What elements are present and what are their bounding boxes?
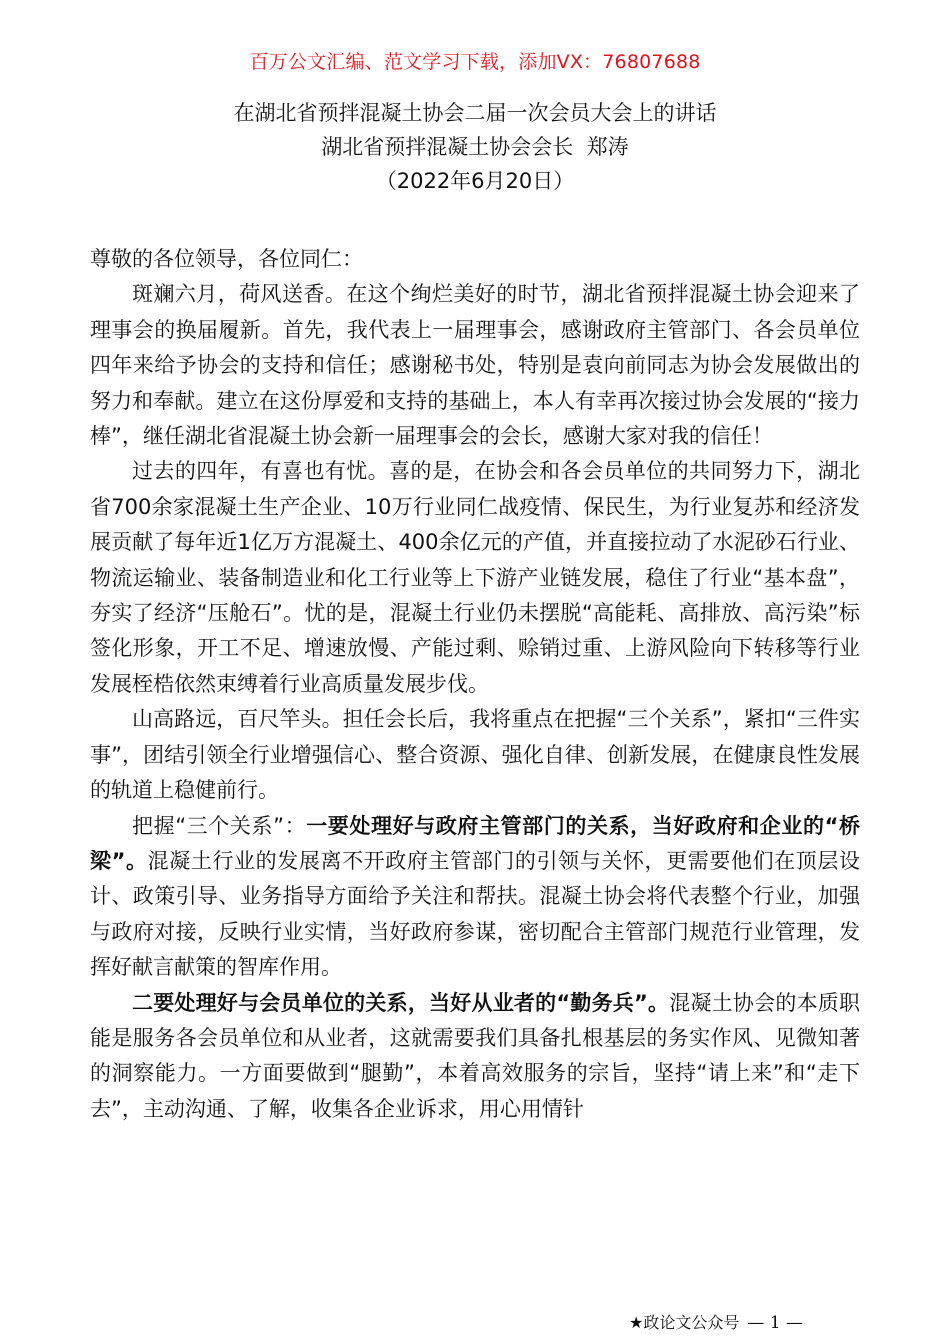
paragraph-5	[90, 986, 860, 1128]
paragraph-3: 山高路远，百尺竿头。担任会长后，我将重点在把握“三个关系”，紧扣“三件实事”，团结引领全行业增强信心、整合资源、强化自律、创新发展，在健康良性发展的轨道上稳健前行。	[90, 707, 860, 803]
paragraph-4-bold: 一要处理好与政府主管部门的关系，当好政府和企业的“桥梁”。	[90, 813, 860, 873]
footer-source: ★政论文公众号	[629, 1313, 740, 1332]
speech-body	[90, 242, 860, 1127]
speech-title-block	[0, 96, 950, 198]
speech-date: （2022年6月20日）	[375, 169, 575, 193]
page-footer	[629, 1310, 803, 1333]
page-number: — 1 —	[747, 1313, 803, 1333]
speech-title: 在湖北省预拌混凝土协会二届一次会员大会上的讲话	[233, 101, 717, 125]
paragraph-5-rest: 混凝土协会的本质职能是服务各会员单位和从业者，这就需要我们具备扎根基层的务实作风、见微知著的洞察能力。一方面要做到“腿勤”，本着高效服务的宗旨，坚持“请上来”和“走下去”，主动沟通、了解，收集各企业诉求，用心用情针	[90, 990, 861, 1121]
download-banner: 百万公文汇编、范文学习下载，添加VX：76807688	[249, 51, 701, 73]
salutation: 尊敬的各位领导，各位同仁：	[90, 247, 363, 271]
paragraph-5-bold: 二要处理好与会员单位的关系，当好从业者的“勤务兵”。	[132, 990, 670, 1015]
paragraph-4-rest: 混凝土行业的发展离不开政府主管部门的引领与关怀，更需要他们在顶层设计、政策引导、业务指导方面给予关注和帮扶。混凝土协会将代表整个行业，加强与政府对接，反映行业实情，当好政府参谋，密切配合主管部门规范行业管理，发挥好献言献策的智库作用。	[90, 848, 860, 980]
paragraph-1: 斑斓六月，荷风送香。在这个绚烂美好的时节，湖北省预拌混凝土协会迎来了理事会的换届履新。首先，我代表上一届理事会，感谢政府主管部门、各会员单位四年来给予协会的支持和信任；感谢秘书处，特别是袁向前同志为协会发展做出的努力和奉献。建立在这份厚爱和支持的基础上，本人有幸再次接过协会发展的“接力棒”，继任湖北省混凝土协会新一届理事会的会长，感谢大家对我的信任！	[90, 282, 860, 449]
paragraph-2: 过去的四年，有喜也有忧。喜的是，在协会和各会员单位的共同努力下，湖北省700余家混凝土生产企业、10万行业同仁战疫情、保民生，为行业复苏和经济发展贡献了每年近1亿万方混凝土、400余亿元的产值，并直接拉动了水泥砂石行业、物流运输业、装备制造业和化工行业等上下游产业链发展，稳住了行业“基本盘”，夯实了经济“压舱石”。忧的是，混凝土行业仍未摆脱“高能耗、高排放、高污染”标签化形象，开工不足、增速放慢、产能过剩、赊销过重、上游风险向下转移等行业发展桎梏依然束缚着行业高质量发展步伐。	[90, 459, 860, 696]
speaker-line: 湖北省预拌混凝土协会会长 郑涛	[321, 135, 629, 159]
paragraph-4	[90, 809, 860, 986]
paragraph-4-lead: 把握“三个关系”：	[132, 813, 307, 838]
